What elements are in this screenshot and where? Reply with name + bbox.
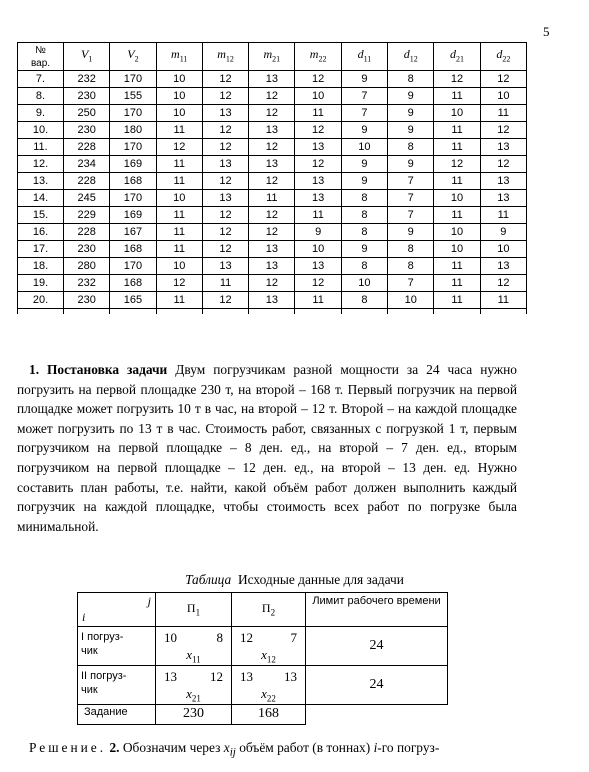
limit-loader-1: 24 — [306, 627, 448, 666]
table-cell: 232 — [64, 275, 110, 292]
table-cell: 10 — [156, 88, 202, 105]
table-row — [18, 173, 527, 190]
table-cell: 7 — [388, 190, 434, 207]
table-cell: 7 — [341, 105, 387, 122]
table-cell: 7 — [388, 275, 434, 292]
table-cell: 232 — [64, 71, 110, 88]
table-cell: 13 — [249, 292, 295, 309]
table-cell: 280 — [64, 258, 110, 275]
table-cell: 12 — [249, 88, 295, 105]
table-cell: 12 — [480, 275, 526, 292]
table-row — [18, 122, 527, 139]
row-label-loader-2: II погруз- чик — [78, 666, 156, 705]
table-row — [18, 292, 527, 309]
table-cell: 12 — [202, 224, 248, 241]
table-cell: 10 — [156, 190, 202, 207]
table-cell: 9 — [388, 122, 434, 139]
table-cell: 229 — [64, 207, 110, 224]
table-cell: 8 — [388, 139, 434, 156]
table-cell: 11 — [434, 139, 480, 156]
table-cell: 13 — [480, 258, 526, 275]
table-cell: 13 — [249, 156, 295, 173]
table-cell: 13 — [480, 190, 526, 207]
table-cell: 11 — [434, 258, 480, 275]
table-cell: 12 — [202, 71, 248, 88]
table-cell: 11 — [480, 207, 526, 224]
table-cell: 7. — [18, 71, 64, 88]
table-cell: 11 — [295, 207, 341, 224]
table-caption — [0, 572, 589, 588]
table-cell: 8 — [388, 258, 434, 275]
table-cell: 7 — [388, 173, 434, 190]
table-cell: 12 — [202, 207, 248, 224]
table-cell: 10 — [434, 224, 480, 241]
table-cell: 12 — [156, 275, 202, 292]
table-cell: 10 — [295, 88, 341, 105]
table-cell: 11 — [156, 224, 202, 241]
table-cell: 9 — [341, 122, 387, 139]
table-cell: 12 — [202, 241, 248, 258]
task-table — [77, 592, 448, 725]
table-cell: 11 — [480, 292, 526, 309]
table-cell: 11 — [156, 292, 202, 309]
solution-line: Решение. 2. Обозначим через $x_{ij}$ объём работ (в тоннах) i-го погруз- — [29, 740, 440, 759]
table-cell: 10 — [480, 88, 526, 105]
table-cell: 11 — [434, 275, 480, 292]
header-p1: $П_1$ — [156, 593, 232, 627]
corner-i: i — [82, 610, 86, 624]
table-cell: 13 — [480, 139, 526, 156]
header-p2: $П_2$ — [232, 593, 306, 627]
table-cell: 230 — [64, 122, 110, 139]
table-cell: 9 — [388, 156, 434, 173]
table-cell: 12 — [295, 71, 341, 88]
table-cell: 13 — [202, 258, 248, 275]
table-cell: 12 — [434, 71, 480, 88]
table-cell: 13 — [295, 190, 341, 207]
table-cell: 9 — [341, 173, 387, 190]
table-cell: 13 — [249, 122, 295, 139]
table-cell: 9 — [388, 105, 434, 122]
table-cell: 13. — [18, 173, 64, 190]
table-cell: 168 — [110, 241, 156, 258]
table-cell: 9 — [341, 241, 387, 258]
column-header: $d_{12}$ — [388, 43, 434, 71]
table-cell: 9 — [480, 224, 526, 241]
table-row-cutoff — [18, 309, 527, 315]
table-cell: 8 — [341, 224, 387, 241]
table-cell: 8 — [341, 190, 387, 207]
table-cell: 12 — [156, 139, 202, 156]
table-cell: 230 — [64, 88, 110, 105]
table-cell: 17. — [18, 241, 64, 258]
table-cell: 12 — [202, 173, 248, 190]
task-value-p2: 168 — [232, 705, 306, 725]
table-cell: 9 — [388, 224, 434, 241]
table-cell: 13 — [249, 241, 295, 258]
table-cell: 7 — [388, 207, 434, 224]
table-cell: 170 — [110, 190, 156, 207]
header-limit: Лимит рабочего времени — [306, 593, 448, 627]
table-cell: 13 — [295, 139, 341, 156]
caption-label: Таблица — [185, 572, 232, 587]
column-header: № вар. — [18, 43, 64, 71]
column-header: $m_{21}$ — [249, 43, 295, 71]
table-cell: 10 — [156, 71, 202, 88]
table-cell: 15. — [18, 207, 64, 224]
table-cell: 10 — [434, 241, 480, 258]
table-cell: 10 — [156, 258, 202, 275]
table-cell: 12 — [249, 224, 295, 241]
table-cell: 8 — [341, 258, 387, 275]
table-cell: 170 — [110, 105, 156, 122]
table-cell: 10 — [434, 190, 480, 207]
limit-loader-2: 24 — [306, 666, 448, 705]
table-cell: 230 — [64, 241, 110, 258]
column-header: $d_{11}$ — [341, 43, 387, 71]
table-cell: 228 — [64, 139, 110, 156]
table-row — [18, 156, 527, 173]
table-cell: 12 — [249, 173, 295, 190]
table-cell: 12 — [434, 156, 480, 173]
table-cell: 11 — [156, 173, 202, 190]
table-cell: 11 — [295, 105, 341, 122]
table-cell: 19. — [18, 275, 64, 292]
table-cell: 12 — [249, 105, 295, 122]
table-cell: 10 — [295, 241, 341, 258]
corner-cell — [78, 593, 156, 627]
table-cell: 12 — [480, 122, 526, 139]
table-cell: 250 — [64, 105, 110, 122]
table-cell: 12 — [295, 156, 341, 173]
table-cell: 12 — [295, 275, 341, 292]
table-cell: 228 — [64, 173, 110, 190]
column-header: $V_1$ — [64, 43, 110, 71]
column-header: $d_{22}$ — [480, 43, 526, 71]
table-cell: 11 — [156, 207, 202, 224]
table-cell: 13 — [480, 173, 526, 190]
table-row — [18, 258, 527, 275]
table-cell: 12 — [202, 139, 248, 156]
table-cell: 12 — [249, 275, 295, 292]
table-cell: 16. — [18, 224, 64, 241]
table-cell: 234 — [64, 156, 110, 173]
cell-x12: 12 7 $x_{12}$ — [232, 627, 306, 666]
column-header: $d_{21}$ — [434, 43, 480, 71]
cell-x22: 13 13 $x_{22}$ — [232, 666, 306, 705]
table-cell: 12 — [202, 292, 248, 309]
table-cell: 13 — [202, 190, 248, 207]
table-cell: 168 — [110, 275, 156, 292]
problem-statement — [17, 360, 517, 536]
table-cell: 11 — [156, 156, 202, 173]
table-cell: 11 — [480, 105, 526, 122]
table-cell: 8 — [341, 207, 387, 224]
table-cell: 11 — [249, 190, 295, 207]
table-cell: 9 — [295, 224, 341, 241]
table-cell: 13 — [295, 258, 341, 275]
table-cell: 11. — [18, 139, 64, 156]
table-row — [18, 71, 527, 88]
table-cell: 10 — [341, 275, 387, 292]
table-cell: 170 — [110, 258, 156, 275]
table-cell: 245 — [64, 190, 110, 207]
solution-lead: Решение. — [29, 740, 107, 755]
cell-x11: 10 8 $x_{11}$ — [156, 627, 232, 666]
table-cell: 8 — [341, 292, 387, 309]
table-cell: 11 — [434, 292, 480, 309]
table-cell: 168 — [110, 173, 156, 190]
column-header: $V_2$ — [110, 43, 156, 71]
table-row — [18, 224, 527, 241]
table-cell: 167 — [110, 224, 156, 241]
table-cell: 14. — [18, 190, 64, 207]
table-cell: 170 — [110, 139, 156, 156]
cell-x21: 13 12 $x_{21}$ — [156, 666, 232, 705]
table-cell: 11 — [434, 88, 480, 105]
table-cell: 13 — [202, 156, 248, 173]
table-row — [18, 190, 527, 207]
table-cell: 11 — [295, 292, 341, 309]
table-cell: 11 — [434, 207, 480, 224]
table-row — [18, 139, 527, 156]
table-cell: 9 — [388, 88, 434, 105]
problem-heading: 1. Постановка задачи — [29, 362, 168, 377]
table-cell: 165 — [110, 292, 156, 309]
column-header: $m_{12}$ — [202, 43, 248, 71]
empty-cell — [306, 705, 448, 725]
table-cell: 9. — [18, 105, 64, 122]
task-value-p1: 230 — [156, 705, 232, 725]
page-number: 5 — [543, 24, 550, 39]
table-cell: 12 — [249, 139, 295, 156]
table-cell: 12 — [480, 71, 526, 88]
table-cell: 228 — [64, 224, 110, 241]
table-cell: 12. — [18, 156, 64, 173]
table-cell: 12 — [295, 122, 341, 139]
table-cell: 8 — [388, 241, 434, 258]
table-cell: 169 — [110, 207, 156, 224]
caption-text: Исходные данные для задачи — [237, 572, 404, 587]
table-cell: 13 — [295, 173, 341, 190]
table-cell: 10. — [18, 122, 64, 139]
table-cell: 180 — [110, 122, 156, 139]
table-cell: 11 — [434, 122, 480, 139]
table-cell: 155 — [110, 88, 156, 105]
table-cell: 9 — [341, 156, 387, 173]
table-cell: 8 — [388, 71, 434, 88]
table-cell: 11 — [156, 241, 202, 258]
table-cell: 10 — [341, 139, 387, 156]
problem-text: Двум погрузчикам разной мощности за 24 часа нужно погрузить на первой площадке 230 т, на второй – 168 т. Первый погрузчик на первой площадке может погрузить 10 т в час, на второй – 12 т. Второй – на каждой площадке может погрузить по 13 т в час. Стоимость работ, связанных с погрузкой 1 т, первым погрузчиком на первой площадке – 8 ден. ед., на второй – 7 ден. ед., вторым погрузчиком на первой площадке – 12 ден. ед., на второй – 13 ден. ед. Нужно составить план работы, т.е. найти, какой объём работ должен выполнить каждый погрузчик на каждой площадке, чтобы стоимость всех работ по погрузке была минимальной. — [17, 362, 517, 534]
table-cell: 12 — [202, 88, 248, 105]
table-cell: 20. — [18, 292, 64, 309]
table-cell: 9 — [341, 71, 387, 88]
table-cell: 230 — [64, 292, 110, 309]
table-cell: 7 — [341, 88, 387, 105]
table-cell: 12 — [202, 122, 248, 139]
table-row — [18, 88, 527, 105]
table-cell: 13 — [249, 71, 295, 88]
table-cell: 12 — [249, 207, 295, 224]
table-cell: 11 — [202, 275, 248, 292]
table-cell: 169 — [110, 156, 156, 173]
table-cell: 10 — [388, 292, 434, 309]
table-cell: 11 — [434, 173, 480, 190]
table-row — [18, 275, 527, 292]
table-cell: 13 — [249, 258, 295, 275]
task-label: Задание — [78, 705, 156, 725]
table-cell: 11 — [156, 122, 202, 139]
row-label-loader-1: I погруз- чик — [78, 627, 156, 666]
table-cell: 8. — [18, 88, 64, 105]
table-row — [18, 241, 527, 258]
variants-table — [17, 42, 527, 314]
table-cell: 12 — [480, 156, 526, 173]
table-cell: 10 — [434, 105, 480, 122]
table-row — [18, 105, 527, 122]
table-cell: 10 — [156, 105, 202, 122]
table-row — [18, 207, 527, 224]
column-header: $m_{22}$ — [295, 43, 341, 71]
table-cell: 13 — [202, 105, 248, 122]
table-cell: 18. — [18, 258, 64, 275]
table-cell: 170 — [110, 71, 156, 88]
corner-j: j — [147, 594, 151, 608]
solution-number: 2. — [109, 740, 120, 755]
column-header: $m_{11}$ — [156, 43, 202, 71]
table-cell: 10 — [480, 241, 526, 258]
